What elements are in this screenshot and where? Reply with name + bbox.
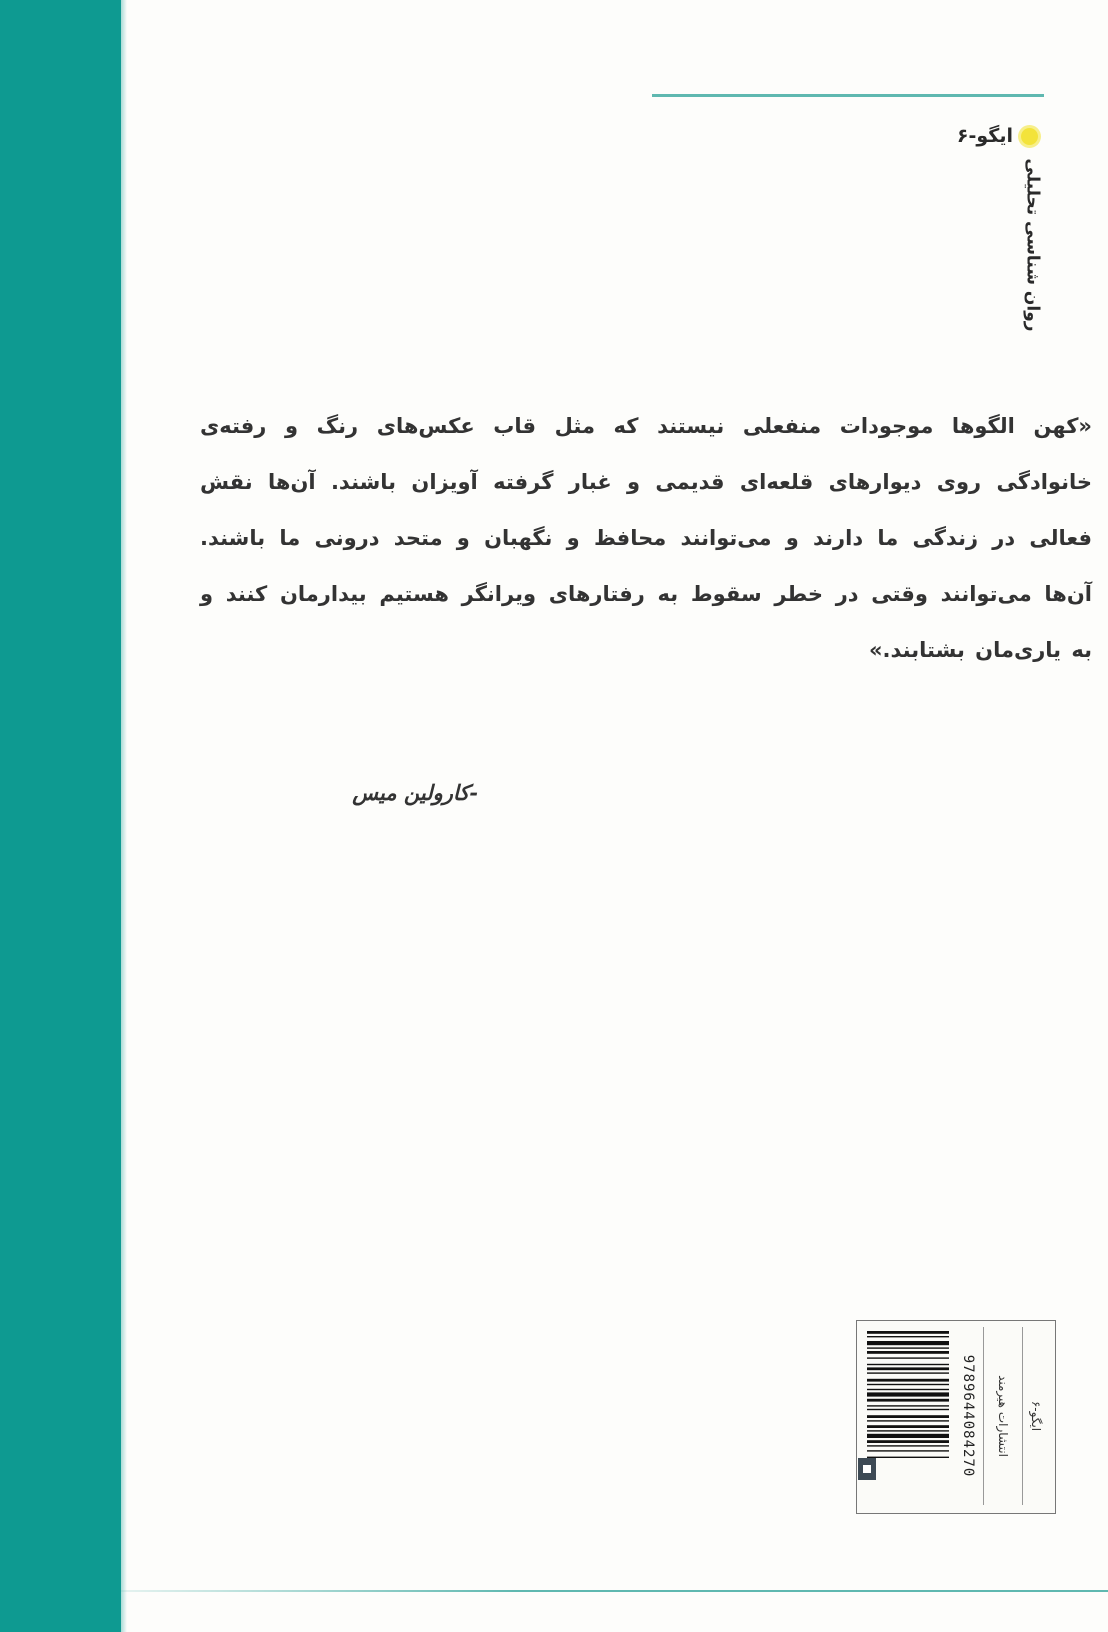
barcode-bar — [867, 1430, 949, 1431]
barcode-bar — [867, 1379, 949, 1382]
publisher-logo-icon — [858, 1458, 876, 1480]
barcode-digits — [953, 1327, 983, 1505]
series-code: ایگو-۶ — [1029, 1400, 1043, 1432]
series-header — [957, 122, 1038, 150]
back-cover-quote: «کهن الگوها موجودات منفعلی نیستند که مثل قاب عکس‌های رنگ و رفته‌ی خانوادگی روی دیوارهای قلعه‌ای قدیمی و غبار گرفته آویزان باشند. آن‌ها نقش فعالی در زندگی ما دارند و می‌توانند محافظ و نگهبان و متحد درونی ما باشند. آن‌ها می‌توانند وقتی در خطر سقوط به رفتارهای ویرانگر هستیم بیدارمان کنند و به یاری‌مان بشتابند.» — [200, 414, 1092, 662]
barcode-bar — [867, 1372, 949, 1373]
barcode-inner — [863, 1327, 1047, 1505]
barcode-bar — [867, 1336, 949, 1337]
barcode-series-code — [1022, 1327, 1049, 1505]
barcode-bar — [867, 1341, 949, 1345]
barcode-bar — [867, 1347, 949, 1348]
barcode-publisher — [983, 1327, 1022, 1505]
barcode-bar — [867, 1425, 949, 1428]
barcode-bar — [867, 1450, 949, 1451]
barcode-bar — [867, 1364, 949, 1365]
barcode-bar — [867, 1457, 949, 1458]
quote-attribution: -کارولین میس — [352, 780, 478, 805]
cover-accent-band — [0, 0, 121, 1632]
bottom-divider — [121, 1590, 1108, 1592]
barcode-bar — [867, 1405, 949, 1406]
barcode-bar — [867, 1440, 949, 1443]
subtitle-vertical — [1016, 160, 1050, 330]
barcode-bar — [867, 1434, 949, 1438]
barcode-bar — [867, 1357, 949, 1358]
top-divider — [652, 94, 1044, 97]
barcode-bar — [867, 1420, 949, 1421]
barcode-bar — [867, 1331, 949, 1334]
barcode-bar — [867, 1367, 949, 1370]
barcode-bar — [867, 1392, 949, 1396]
barcode-bar — [867, 1389, 949, 1390]
barcode-bars — [863, 1327, 953, 1505]
barcode-bar — [867, 1351, 949, 1354]
series-label: ایگو-۶ — [956, 125, 1013, 147]
barcode-bar — [867, 1445, 949, 1446]
series-dot-icon — [1021, 128, 1038, 145]
publisher-name: انتشارات هیرمند — [996, 1375, 1010, 1457]
subtitle-text: روان شناسی تحلیلی — [1023, 158, 1044, 332]
barcode-icon — [863, 1327, 953, 1505]
barcode-box — [856, 1320, 1056, 1514]
barcode-bar — [867, 1399, 949, 1402]
barcode-bar — [867, 1415, 949, 1418]
barcode-bar — [867, 1384, 949, 1385]
barcode-number: 9789644084270 — [960, 1354, 976, 1478]
barcode-bar — [867, 1409, 949, 1410]
